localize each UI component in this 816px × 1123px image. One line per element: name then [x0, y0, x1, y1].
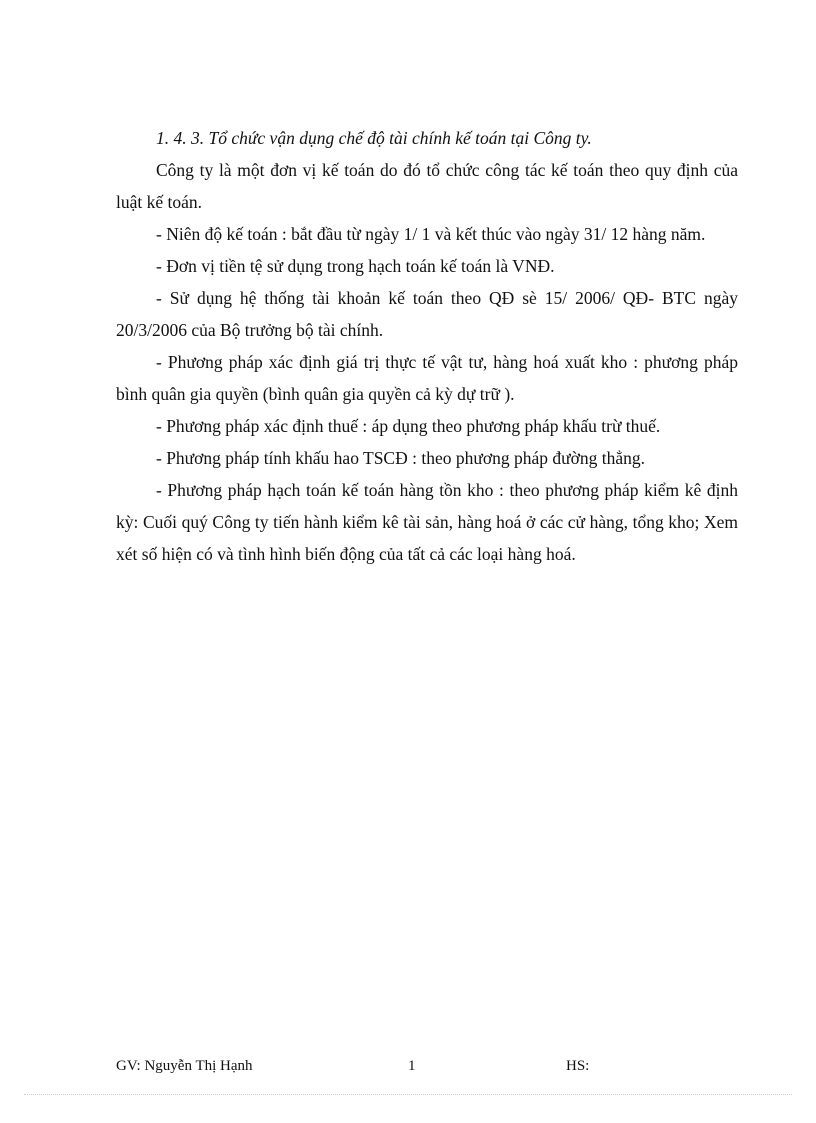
footer-student: HS:: [566, 1058, 590, 1074]
footer-page-number: 1: [408, 1058, 416, 1074]
page-footer: [116, 1058, 738, 1080]
paragraph-intro: Công ty là một đơn vị kế toán do đó tổ chức công tác kế toán theo quy định của luật kế toán.: [116, 160, 738, 212]
paragraph-inventory-accounting: - Phương pháp hạch toán kế toán hàng tồn kho : theo phương pháp kiểm kê định kỳ: Cuối quý Công ty tiến hành kiểm kê tài sản, hàng hoá ở các cử hàng, tổng kho; Xem xét số hiện có và tình hình biến động của tất cả các loại hàng hoá.: [116, 480, 738, 564]
paragraph-account-system: - Sử dụng hệ thống tài khoản kế toán theo QĐ sè 15/ 2006/ QĐ- BTC ngày 20/3/2006 của Bộ trưởng bộ tài chính.: [116, 288, 738, 340]
paragraph-depreciation: - Phương pháp tính khấu hao TSCĐ : theo phương pháp đường thẳng.: [156, 448, 645, 468]
document-body: [116, 122, 738, 570]
paragraph-tax-method: - Phương pháp xác định thuế : áp dụng theo phương pháp khấu trừ thuế.: [156, 416, 661, 436]
paragraph-currency: - Đơn vị tiền tệ sử dụng trong hạch toán kế toán là VNĐ.: [156, 256, 555, 276]
paragraph-fiscal-year: - Niên độ kế toán : bắt đầu từ ngày 1/ 1 và kết thúc vào ngày 31/ 12 hàng năm.: [156, 224, 706, 244]
section-heading: 1. 4. 3. Tổ chức vận dụng chế độ tài chính kế toán tại Công ty.: [156, 128, 592, 148]
footer-teacher: GV: Nguyễn Thị Hạnh: [116, 1058, 253, 1074]
paragraph-inventory-valuation: - Phương pháp xác định giá trị thực tế vật tư, hàng hoá xuất kho : phương pháp bình quân gia quyền (bình quân gia quyền cả kỳ dự trữ ).: [116, 352, 738, 404]
footer-divider: [24, 1094, 792, 1095]
